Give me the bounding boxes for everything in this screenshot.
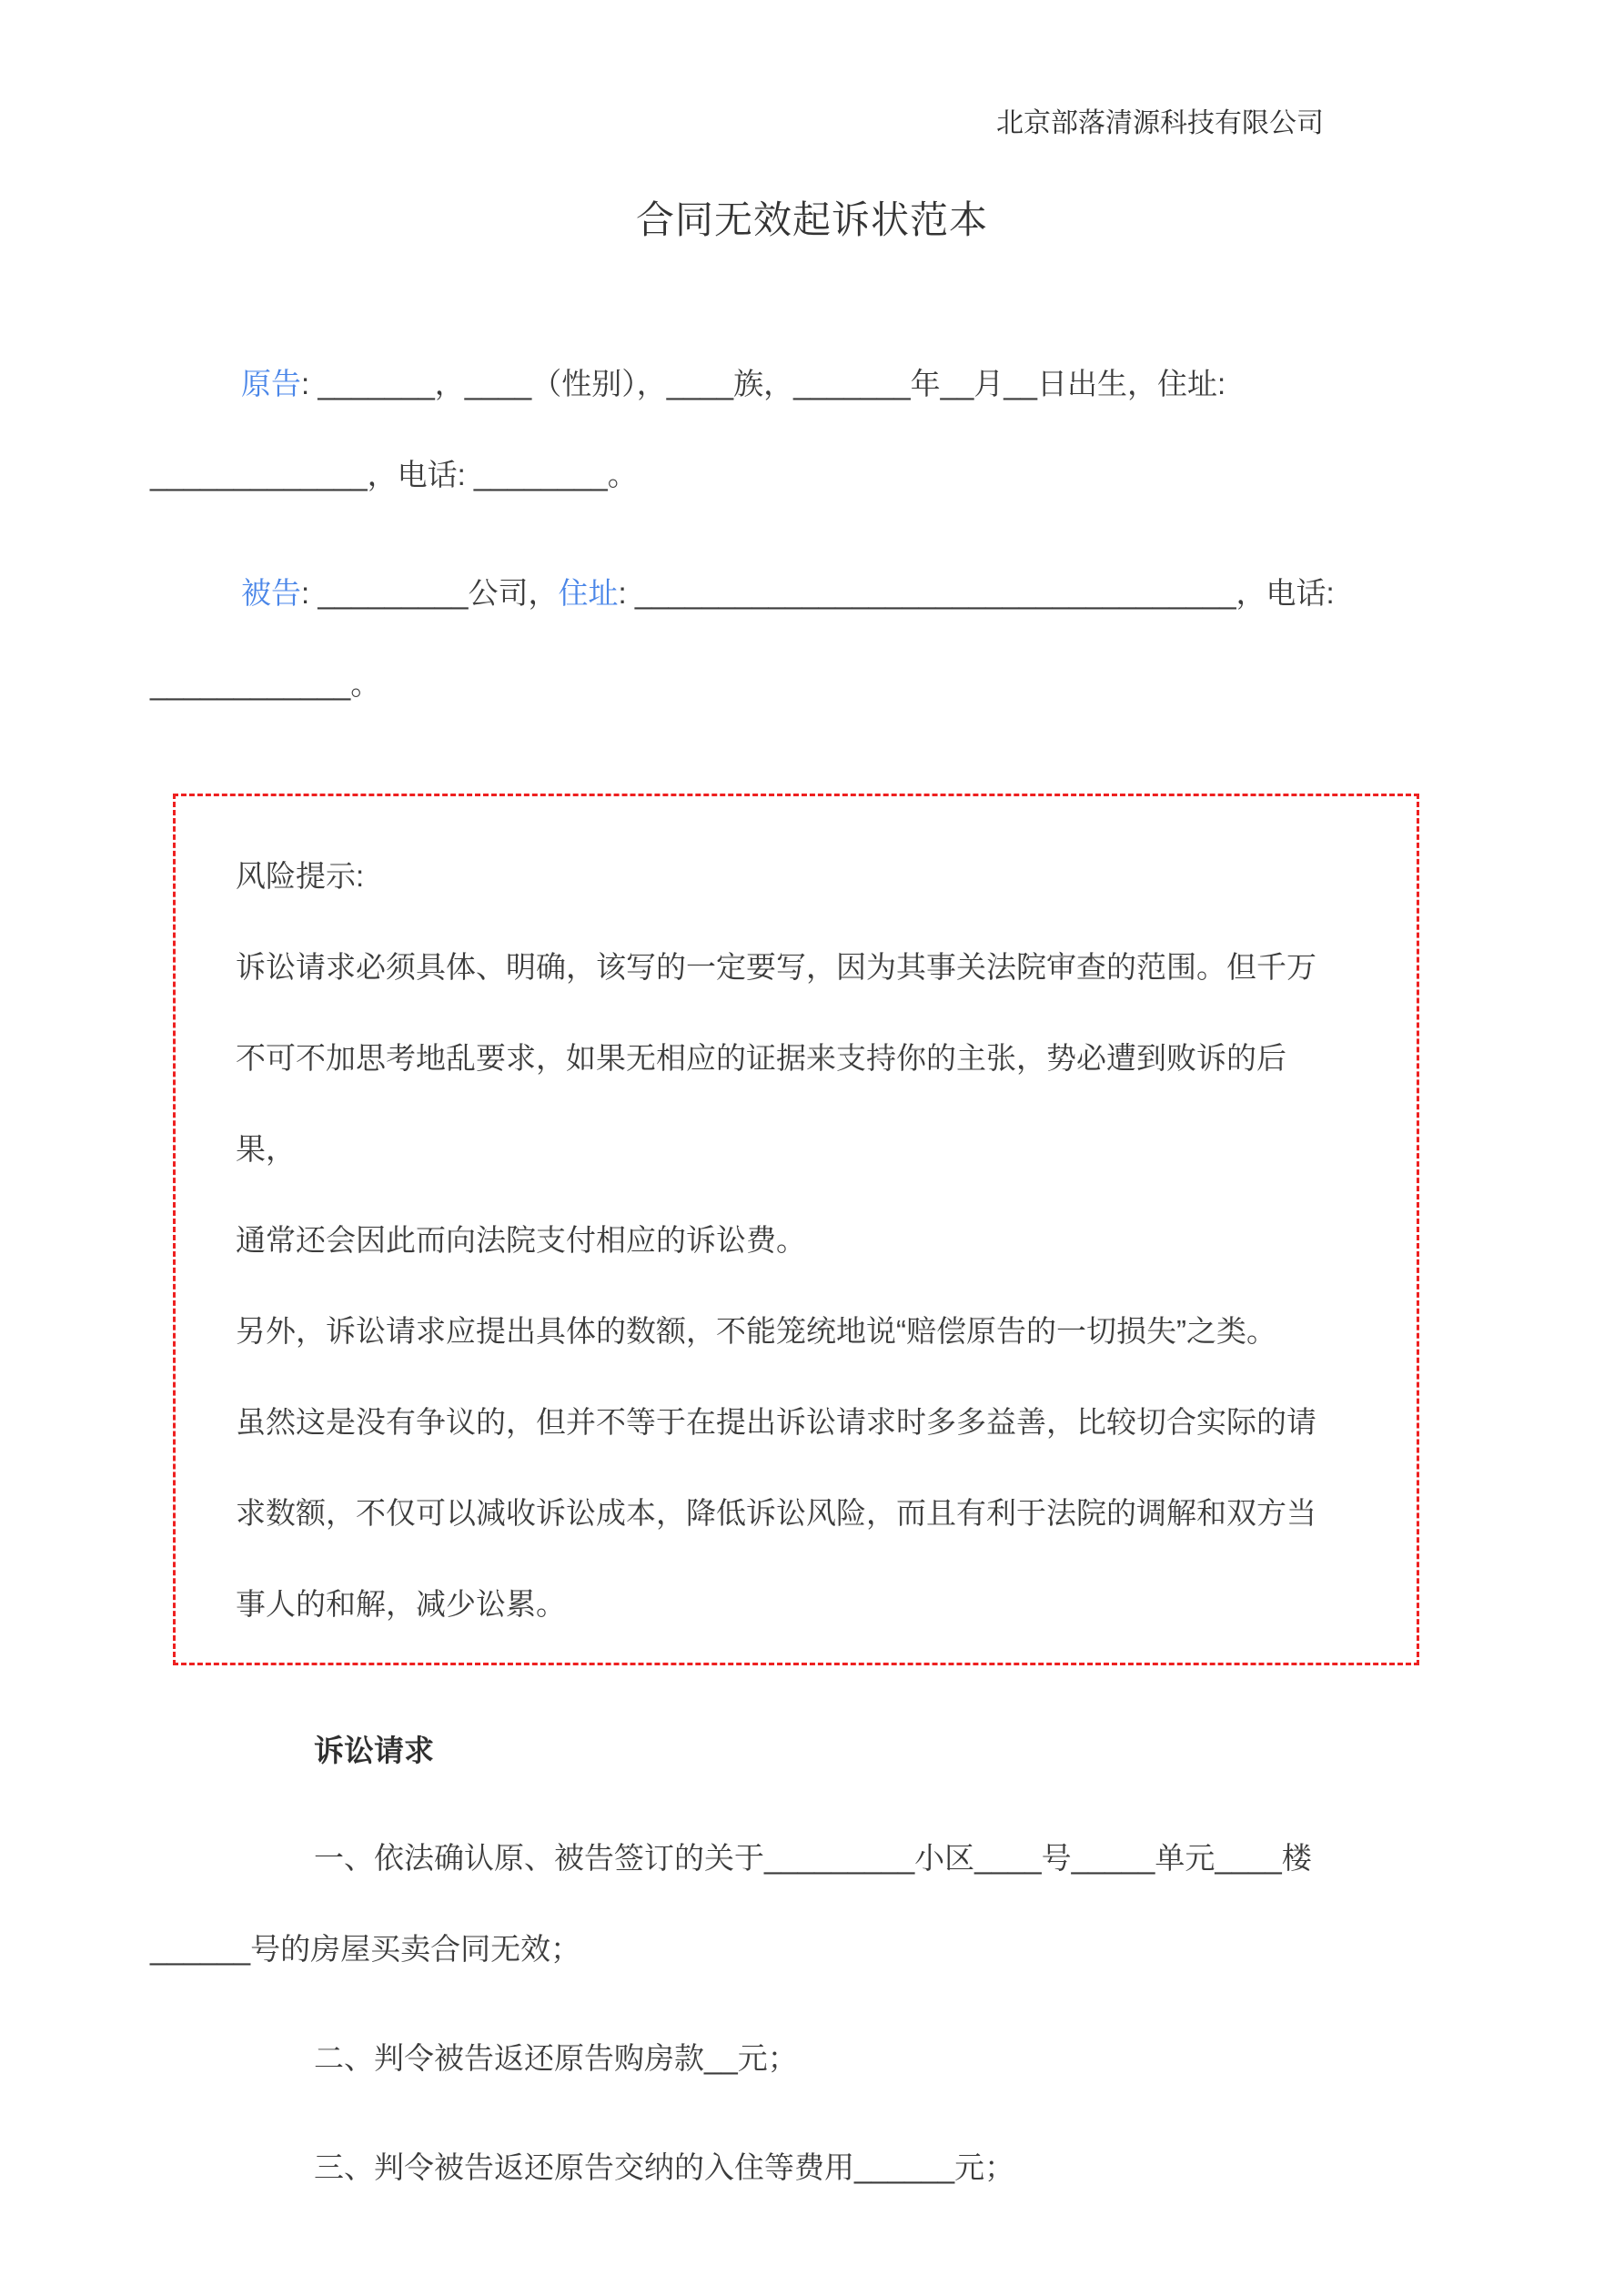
risk-notice-box bbox=[173, 794, 1419, 1665]
defendant-paragraph bbox=[150, 548, 1474, 730]
plaintiff-line2-text: _____________，电话: ________。 bbox=[150, 458, 638, 491]
plaintiff-label: 原告 bbox=[241, 367, 301, 400]
page-title: 合同无效起诉状范本 bbox=[635, 198, 988, 241]
risk-heading: 风险提示: bbox=[236, 859, 365, 893]
risk-paragraph-1: 诉讼请求必须具体、明确，该写的一定要写，因为其事关法院审查的范围。但千万 不可不加思考地乱要求，如果无相应的证据来支持你的主张，势必遭到败诉的后果， 通常还会因此而向法院支付相应的诉讼费。 bbox=[236, 950, 1316, 1257]
defendant-address-label: 住址 bbox=[558, 576, 619, 610]
company-header: 北京部落清源科技有限公司 bbox=[996, 108, 1324, 138]
plaintiff-line1-text: : _______，____（性别），____族，_______年__月__日出生，住址: bbox=[301, 367, 1226, 400]
request-item-1: 一、依法确认原、被告签订的关于_________小区____号_____单元____楼 ______号的房屋买卖合同无效； bbox=[150, 1841, 1312, 1966]
plaintiff-paragraph bbox=[150, 339, 1474, 521]
requests-heading: 诉讼请求 bbox=[314, 1734, 434, 1767]
defendant-line2-text: ____________。 bbox=[150, 667, 381, 701]
risk-paragraph-2: 另外，诉讼请求应提出具体的数额，不能笼统地说“赔偿原告的一切损失”之类。 虽然这是没有争议的，但并不等于在提出诉讼请求时多多益善，比较切合实际的请 求数额，不仅可以减收诉讼成本，降低诉讼风险，而且有利于法院的调解和双方当 事人的和解，减少讼累。 bbox=[236, 1314, 1316, 1621]
defendant-company-blank-text: : _________公司， bbox=[301, 576, 559, 610]
defendant-label: 被告 bbox=[241, 576, 301, 610]
request-item-2: 二、判令被告返还原告购房款__元； bbox=[314, 2041, 798, 2075]
request-item-3: 三、判令被告返还原告交纳的入住等费用______元； bbox=[314, 2150, 1015, 2184]
defendant-address-blank-text: : ____________________________________，电话: bbox=[618, 576, 1335, 610]
